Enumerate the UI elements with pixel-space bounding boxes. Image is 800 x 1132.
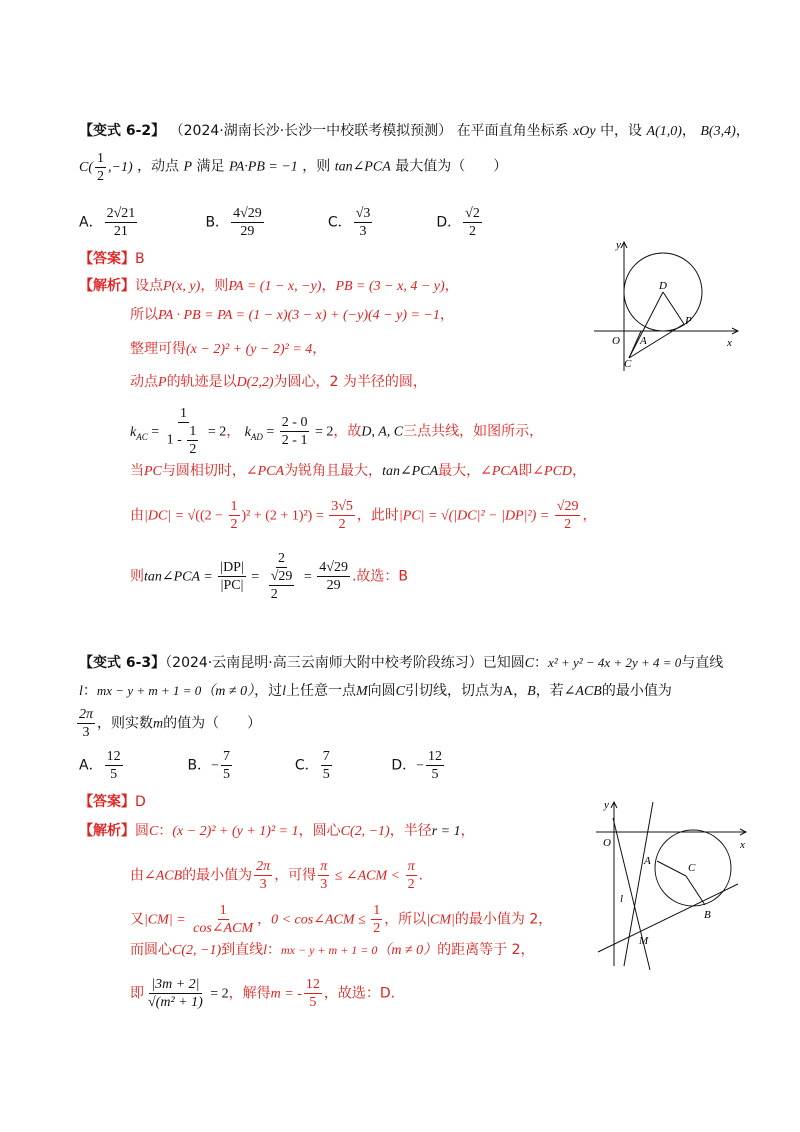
fig1-label-o: O (612, 335, 620, 347)
q62-stem-line2: C( $\frac{1}{2}$ ,−1) ，动点 P 满足 PA·PB = −1 ，则 tan∠PCA 最大值为（ ） (79, 151, 508, 184)
fig2-segment-cb (686, 876, 705, 905)
q62-target: tan∠PCA (334, 159, 391, 175)
q62-stem-line1: 【变式 6-2】 （2024·湖南长沙·长沙一中校联考模拟预测） 在平面直角坐标系 xOy 中，设 A(1,0)， B(3,4)， (79, 123, 750, 139)
q63-analysis-tag: 【解析】 (79, 823, 135, 839)
fig1-label-d: D (659, 280, 667, 292)
fig2-label-y: y (604, 799, 609, 811)
q62-xoy: xOy (573, 124, 596, 139)
q63-analysis-line5: 即 $\frac{|3m + 2|}{\text{√(m² + 1)}}$ = 2，解得m = - $\frac{12}{5}$ ，故选：D. (130, 977, 396, 1010)
q63-stem-line3: $\frac{2\pi}{3}$ ，则实数m的值为（ ） (79, 707, 262, 740)
q62-tag: 【变式 6-2】 (79, 123, 166, 139)
q62-condition: PA·PB = −1 (228, 159, 298, 175)
q62-analysis-line7: 由|DC| = √((2 − $\frac{1}{2}$ )² + (2 + 1)²) = $\frac{3√5}{2}$ ，此时|PC| = √(|DC|² − |DP|²) = $\frac{√29}{2}$ ， (130, 499, 597, 532)
q63-line-eq: mx − y + m + 1 = 0 (96, 683, 202, 698)
fig2-label-a: A (644, 855, 651, 867)
q63-answer: 【答案】D (79, 794, 146, 810)
q62-analysis-line5: $k_{AC}$ = 1 1 - $\frac{1}{2}$ = 2， $k_{AD}$ = $\frac{2 - 0}{2 - 1}$ = 2，故D, A, C三点共线，如图所示， (130, 406, 544, 457)
q63-stem-line1: 【变式 6-3】（2024·云南昆明·高三云南师大附中校考阶段练习）已知圆C：x² + y² − 4x + 2y + 4 = 0与直线 (79, 655, 724, 671)
q63-analysis-line4: 而圆心C(2, −1)到直线l：mx − y + m + 1 = 0（m ≠ 0）的距离等于 2， (130, 942, 535, 958)
fig2-label-b: B (704, 909, 711, 921)
q62-analysis-line3: 整理可得(x − 2)² + (y − 2)² = 4， (130, 341, 327, 357)
q63-analysis-line1: 【解析】圆C：(x − 2)² + (y + 1)² = 1，圆心C(2, −1)，半径r = 1， (79, 823, 475, 839)
fig1-segment-dc (629, 292, 663, 358)
q62-analysis-line2: 所以PA · PB = PA = (1 − x)(3 − x) + (−y)(4 − y) = −1， (130, 307, 454, 323)
q62-analysis-line8: 则tan∠PCA = $\frac{|DP|}{|PC|}$ = $\frac{2}{\frac{√29}{2}}$ = $\frac{4√29}{29}$ .故选：B (130, 551, 409, 602)
q62-analysis-line6: 当PC与圆相切时，∠PCA为锐角且最大，tan∠PCA最大，∠PCA即∠PCD， (130, 463, 587, 479)
q63-options (79, 748, 446, 783)
fig1-label-x: x (727, 337, 732, 349)
fig1-label-c: C (624, 358, 632, 370)
q62-option-b[interactable]: B． $\frac{4√29}{29}$ (205, 206, 262, 239)
q62-option-d[interactable]: D． $\frac{√2}{2}$ (436, 206, 480, 239)
q63-answer-value: D (135, 794, 146, 810)
q62-option-c[interactable]: C． $\frac{√3}{3}$ (327, 206, 371, 239)
fig2-label-o: O (603, 837, 611, 849)
q63-option-a[interactable]: A． $\frac{12}{5}$ (79, 749, 121, 782)
q62-options (79, 205, 484, 240)
q63-option-b[interactable]: B．− $\frac{7}{5}$ (187, 749, 230, 782)
q63-analysis-line2: 由∠ACB的最小值为 $\frac{2\pi}{3}$ ，可得 $\frac{\pi}{3}$ ≤ ∠ACM < $\frac{\pi}{2}$ . (130, 859, 424, 892)
q62-analysis-line1: 【解析】设点P(x, y)，则PA = (1 − x, −y)，PB = (3 − x, 4 − y)， (79, 278, 459, 294)
fig1-label-p: P (685, 315, 692, 327)
fig2-line-l (613, 818, 650, 970)
fig2-segment-ac (657, 861, 686, 876)
fig2-label-x: x (740, 839, 745, 851)
fig2-label-l: l (620, 893, 624, 905)
q62-point-c: C( $\frac{1}{2}$ ,−1) (79, 151, 133, 184)
q63-source: （2024·云南昆明·高三云南师大附中校考阶段练习） (165, 655, 483, 671)
fig1-label-y: y (616, 239, 621, 251)
q62-option-a[interactable]: A． $\frac{2√21}{21}$ (79, 206, 136, 239)
fig2-label-m: M (639, 935, 649, 947)
q63-stem-line2: l：mx − y + m + 1 = 0（m ≠ 0），过l上任意一点M向圆C引切线，切点为A，B，若∠ACB的最小值为 (79, 683, 672, 699)
q62-point-b: B(3,4) (700, 124, 736, 139)
q62-source: （2024·湖南长沙·长沙一中校联考模拟预测） (169, 123, 453, 139)
q62-figure (588, 236, 744, 376)
fig2-label-c: C (688, 862, 696, 874)
fig2-tangent-mb (598, 884, 738, 952)
q62-answer: 【答案】B (79, 251, 145, 267)
q63-analysis-line3: 又|CM| = $\frac{1}{\text{cos∠ACM}}$ ，0 < cos∠ACM ≤ $\frac{1}{2}$ ，所以|CM|的最小值为 2， (130, 903, 553, 936)
q62-analysis-line4: 动点P的轨迹是以D(2,2)为圆心，2 为半径的圆， (130, 374, 427, 390)
q63-option-c[interactable]: C． $\frac{7}{5}$ (294, 749, 330, 782)
q63-option-d[interactable]: D．− $\frac{12}{5}$ (391, 749, 443, 782)
q62-analysis-tag: 【解析】 (79, 278, 135, 294)
q63-tag: 【变式 6-3】 (79, 655, 166, 671)
fig1-segment-dp (663, 292, 684, 324)
q62-answer-value: B (135, 251, 145, 267)
q62-point-a: A(1,0) (646, 124, 682, 139)
q63-circle-eq: x² + y² − 4x + 2y + 4 = 0 (548, 655, 682, 670)
fig1-label-a: A (640, 335, 647, 347)
q63-figure (590, 796, 750, 972)
